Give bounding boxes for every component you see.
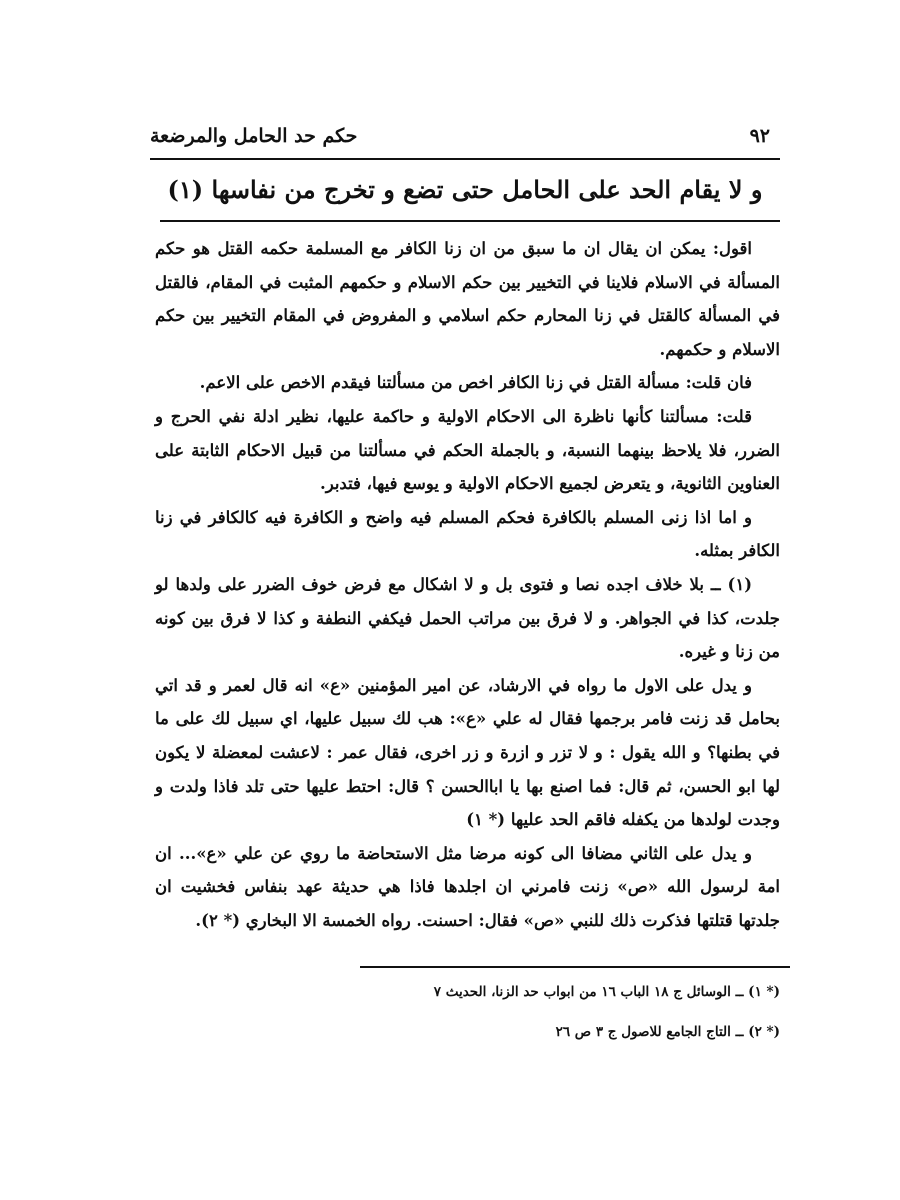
paragraph-evidence-first: و يدل على الاول ما رواه في الارشاد، عن امير المؤمنين «ع» انه قال لعمر و قد اتي بحامل قد زنت فامر برجمها فقال له علي «ع»: هب لك سبيل عليها، اي سبيل لك على ما في بطنها؟ و الله يقول : و لا تزر و ازرة و زر اخرى، فقال عمر : لاعشت لمعضلة لا يكون لها ابو الحسن، ثم قال: فما اصنع بها يا اباالحسن ؟ قال: احتط عليها حتى تلد فاذا ولدت و وجدت لولدها من يكفله فاقم الحد عليها (* ١) (155, 675, 780, 830)
paragraph-muslim-with-kafira: و اما اذا زنى المسلم بالكافرة فحكم المسلم فيه واضح و الكافرة فيه كالكافر في زنا الكافر بمثله. (155, 507, 780, 561)
body-text (155, 232, 780, 937)
running-header (150, 120, 770, 152)
paragraph-evidence-second: و يدل على الثاني مضافا الى كونه مرضا مثل الاستحاضة ما روي عن علي «ع»... ان امة لرسول الله «ص» زنت فامرني ان اجلدها فاذا هي حديثة عهد بنفاس فخشيت ان جلدتها قتلتها فذكرت ذلك للنبي «ص» فقال: احسنت. رواه الخمسة الا البخاري (* ٢). (155, 843, 780, 930)
footnote-2: (* ٢) ــ التاج الجامع للاصول ج ٣ ص ٢٦ (555, 1024, 780, 1040)
footnote-rule (360, 966, 790, 968)
header-rule (150, 158, 780, 160)
paragraph-objection: فان قلت: مسألة القتل في زنا الكافر اخص من مسألتنا فيقدم الاخص على الاعم. (199, 373, 752, 393)
paragraph-note-1: (١) ــ بلا خلاف اجده نصا و فتوى بل و لا اشكال مع فرض خوف الضرر على ولدها لو جلدت، كذا في الجواهر. و لا فرق بين مراتب الحمل فيكفي النطفة و كذا لا فرق بين كونه من زنا و غيره. (155, 574, 780, 662)
paragraph-reply: قلت: مسألتنا كأنها ناظرة الى الاحكام الاولية و حاكمة عليها، نظير ادلة نفي الحرج و الضرر، فلا يلاحظ بينهما النسبة، و بالجملة الحكم في مسألتنا من قبيل الاحكام الثابتة على العناوين الثانوية، و يتعرض لجميع الاحكام الاولية و يوسع فيها، فتدبر. (155, 406, 780, 494)
heading-rule (160, 220, 780, 222)
paragraph-argument: اقول: يمكن ان يقال ان ما سبق من ان زنا الكافر مع المسلمة حكمه القتل هو حكم المسألة في الاسلام فلاينا في التخيير بين حكم الاسلام و حكمهم المثبت في المقام، فالقتل في المسألة كالقتل في زنا المحارم حكم اسلامي و المفروض في المقام التخيير بين حكم الاسلام و حكمهم. (155, 239, 780, 359)
page-number: ٩٢ (749, 125, 770, 147)
footnote-1: (* ١) ــ الوسائل ج ١٨ الباب ١٦ من ابواب حد الزنا، الحديث ٧ (433, 984, 780, 1000)
section-heading: و لا يقام الحد على الحامل حتى تضع و تخرج من نفاسها (١) (167, 175, 763, 204)
running-title: حكم حد الحامل والمرضعة (150, 125, 358, 147)
footnotes (330, 972, 780, 1052)
